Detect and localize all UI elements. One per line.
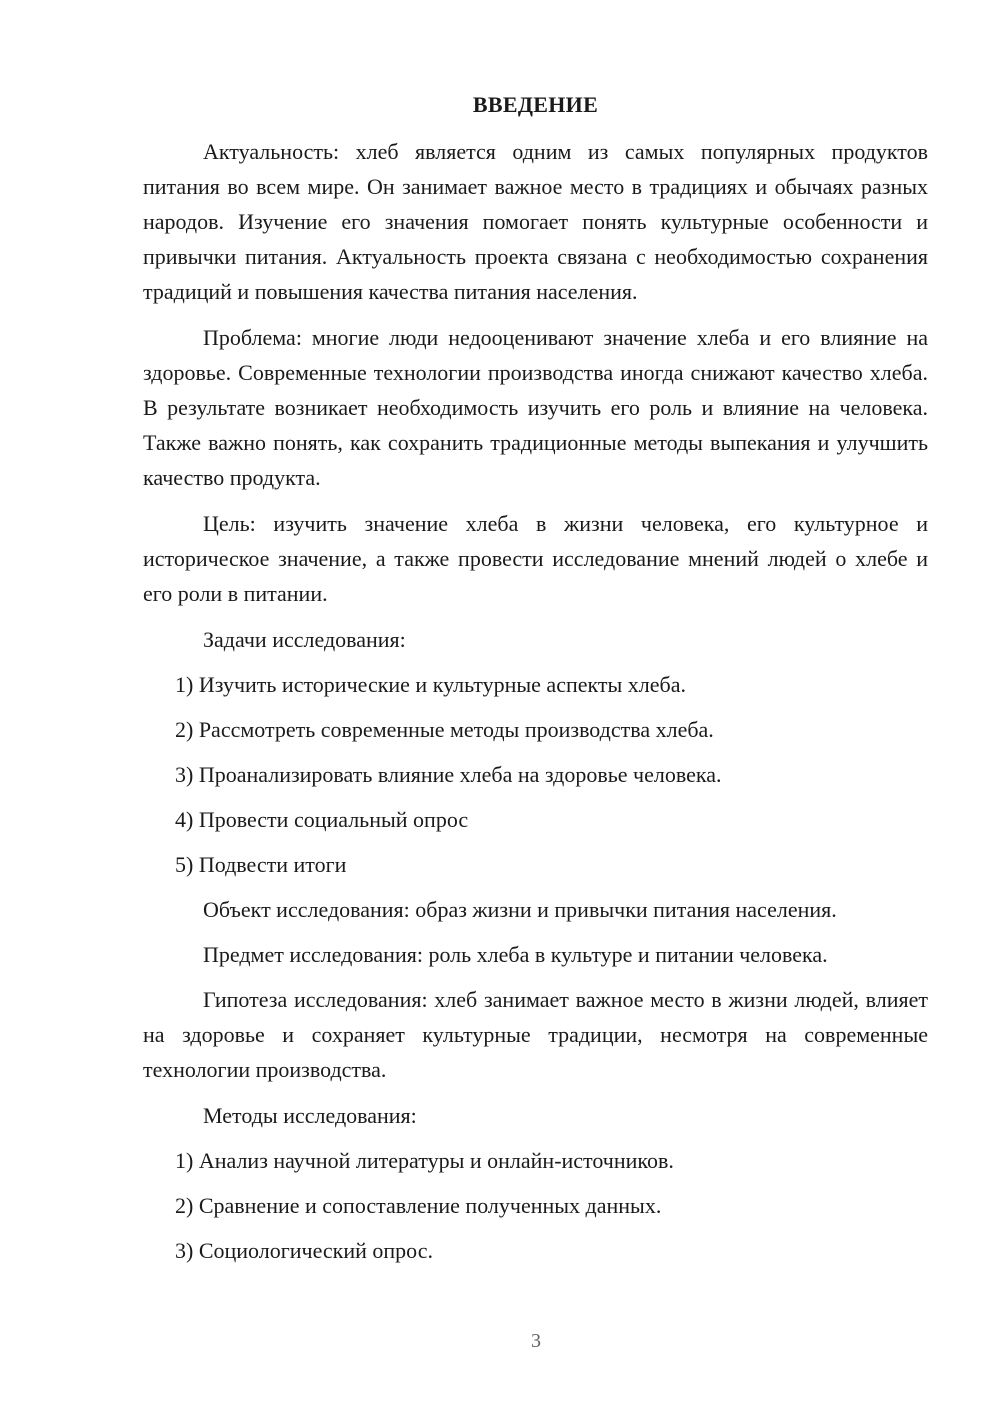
- task-item: 2) Рассмотреть современные методы производства хлеба.: [175, 717, 714, 742]
- goal-paragraph: Цель: изучить значение хлеба в жизни человека, его культурное и историческое значение, а также провести исследование мнений людей о хлебе и его роли в питании.: [143, 511, 928, 606]
- hypothesis-paragraph: Гипотеза исследования: хлеб занимает важное место в жизни людей, влияет на здоровье и сохраняет культурные традиции, несмотря на современные технологии производства.: [143, 987, 928, 1082]
- page-number: 3: [531, 1330, 541, 1352]
- task-item: 4) Провести социальный опрос: [175, 807, 469, 832]
- actuality-paragraph: Актуальность: хлеб является одним из самых популярных продуктов питания во всем мире. Он занимает важное место в традициях и обычаях разных народов. Изучение его значения помогает понять культурные особенности и привычки питания. Актуальность проекта связана с необходимостью сохранения традиций и повышения качества питания населения.: [143, 139, 928, 304]
- method-item: 1) Анализ научной литературы и онлайн-источников.: [175, 1148, 674, 1173]
- method-item: 2) Сравнение и сопоставление полученных данных.: [175, 1193, 662, 1218]
- task-item: 3) Проанализировать влияние хлеба на здоровье человека.: [175, 762, 722, 787]
- methods-heading: Методы исследования:: [203, 1103, 417, 1128]
- object-line: Объект исследования: образ жизни и привычки питания населения.: [203, 897, 837, 922]
- document-page: [143, 90, 928, 1278]
- problem-paragraph: Проблема: многие люди недооценивают значение хлеба и его влияние на здоровье. Современные технологии производства иногда снижают качество хлеба. В результате возникает необходимость изучить его роль и влияние на человека. Также важно понять, как сохранить традиционные методы выпекания и улучшить качество продукта.: [143, 325, 928, 490]
- task-item: 1) Изучить исторические и культурные аспекты хлеба.: [175, 672, 686, 697]
- section-title: ВВЕДЕНИЕ: [472, 92, 599, 117]
- tasks-heading: Задачи исследования:: [203, 627, 406, 652]
- subject-line: Предмет исследования: роль хлеба в культуре и питании человека.: [203, 942, 828, 967]
- method-item: 3) Социологический опрос.: [175, 1238, 433, 1263]
- task-item: 5) Подвести итоги: [175, 852, 347, 877]
